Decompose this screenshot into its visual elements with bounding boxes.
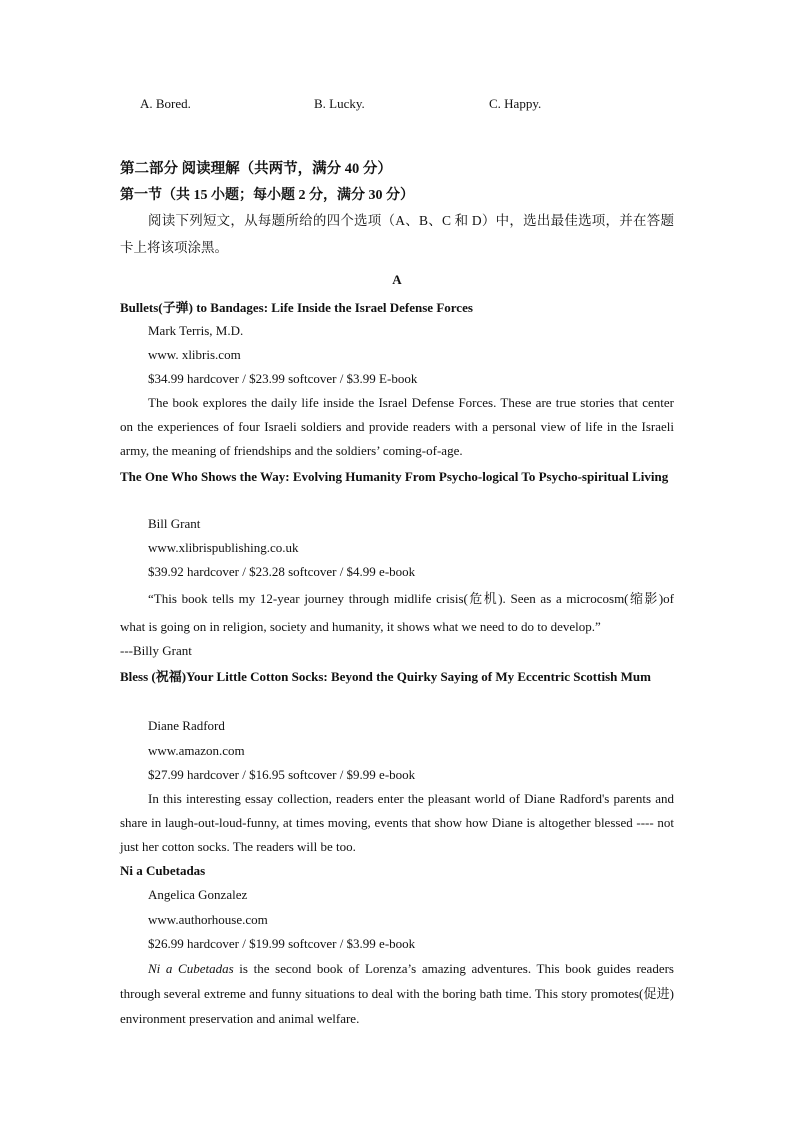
book-price: $39.92 hardcover / $23.28 softcover / $4.99 e-book <box>148 564 416 579</box>
section-subtitle: 第一节（共 15 小题；每小题 2 分，满分 30 分） <box>120 188 414 203</box>
book-title: Bless (祝福)Your Little Cotton Socks: Beyond the Quirky Saying of My Eccentric Scottish Mum <box>120 669 651 684</box>
book-price: $27.99 hardcover / $16.95 softcover / $9.99 e-book <box>148 767 416 782</box>
book-title: The One Who Shows the Way: Evolving Humanity From Psycho-logical To Psycho-spiritual Living <box>120 469 669 484</box>
book-price: $26.99 hardcover / $19.99 softcover / $3.99 e-book <box>148 936 416 951</box>
book-description: “This book tells my 12-year journey through midlife crisis(危机). Seen as a microcosm(缩影)of what is going on in religion, society and humanity, it shows what we need to do to develop.” <box>120 591 674 634</box>
book-title: Bullets(子弹) to Bandages: Life Inside the Israel Defense Forces <box>120 300 473 315</box>
book-description-text: is the second book of Lorenza’s amazing adventures. This book guides readers through several extreme and funny situations to deal with the boring bath time. This story promotes(促进) environment preservation and animal welfare. <box>120 961 674 1026</box>
answer-options <box>140 96 660 114</box>
book-website: www. xlibris.com <box>148 347 241 362</box>
option-c: C. Happy. <box>489 96 542 111</box>
book-author: Bill Grant <box>148 516 201 531</box>
book-quote-signature: ---Billy Grant <box>120 643 192 658</box>
book-website: www.authorhouse.com <box>148 912 268 927</box>
book-description: In this interesting essay collection, readers enter the pleasant world of Diane Radford's parents and share in laugh-out-loud-funny, at times moving, events that show how Diane is altogether blessed ---- not just her cotton socks. The readers will be too. <box>120 791 674 854</box>
book-price: $34.99 hardcover / $23.99 softcover / $3.99 E-book <box>148 371 418 386</box>
book-title-italic: Ni a Cubetadas <box>148 961 234 976</box>
part-title: 第二部分 阅读理解（共两节，满分 40 分） <box>120 161 392 177</box>
book-description <box>120 956 674 1031</box>
book-author: Diane Radford <box>148 718 225 733</box>
book-author: Mark Terris, M.D. <box>148 323 244 338</box>
book-title: Ni a Cubetadas <box>120 863 206 878</box>
book-website: www.xlibrispublishing.co.uk <box>148 540 299 555</box>
instructions: 阅读下列短文，从每题所给的四个选项（A、B、C 和 D）中，选出最佳选项，并在答题卡上将该项涂黑。 <box>120 213 674 255</box>
book-website: www.amazon.com <box>148 743 245 758</box>
passage-label: A <box>392 272 402 287</box>
option-b: B. Lucky. <box>314 96 365 111</box>
book-description: The book explores the daily life inside the Israel Defense Forces. These are true stories that center on the experiences of four Israeli soldiers and provide readers with a personal view of life in the Israeli army, the meaning of friendships and the soldiers’ coming-of-age. <box>120 395 674 458</box>
option-a: A. Bored. <box>140 96 191 111</box>
book-author: Angelica Gonzalez <box>148 887 248 902</box>
